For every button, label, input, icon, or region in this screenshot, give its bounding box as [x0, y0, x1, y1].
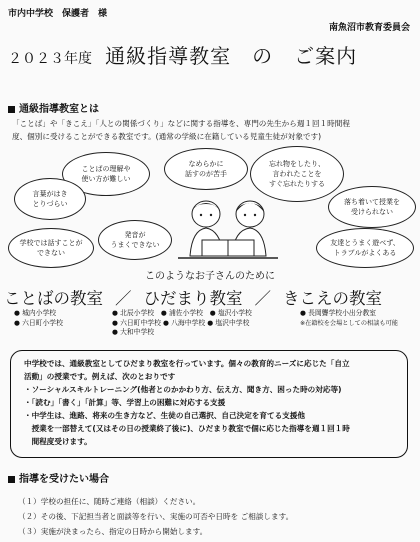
school-row: ● 大和中学校: [112, 328, 155, 336]
square-bullet-icon: [8, 106, 15, 113]
worry-bubble: ことばの理解や 使い方が難しい: [62, 152, 150, 196]
recipient-line: 市内中学校 保護者 様: [8, 9, 108, 19]
room-kikoe: きこえの教室: [283, 289, 382, 308]
step-item: （３）実施が決まったら、指定の日時から開始します。: [18, 527, 208, 536]
room-kotoba: ことばの教室: [4, 289, 103, 308]
school-item: ● 城内小学校: [14, 309, 57, 317]
page-title: [8, 40, 412, 69]
school-note: ※在籍校を会場としての相談も可能: [300, 319, 398, 327]
worry-bubble: 落ち着いて授業を 受けられない: [328, 186, 416, 228]
sender-line: 南魚沼市教育委員会: [328, 23, 410, 33]
worry-bubble: なめらかに 話すのが苦手: [164, 148, 248, 190]
kikoe-schools: [300, 309, 398, 328]
info-line: ・ソーシャルスキルトレーニング(他者とのかかわり方、伝え方、聞き方、困った時の対応等): [24, 385, 342, 394]
children-studying-illustration: [168, 196, 288, 264]
hidamari-schools: [112, 309, 252, 338]
school-item: ● 長岡聾学校小出分教室: [300, 309, 377, 317]
step-item: （１）学校の担任に、随時ご連絡（相談）ください。: [18, 497, 201, 506]
worry-bubble: 言葉がはき とりづらい: [14, 178, 86, 220]
school-row: ● 六日町中学校 ● 八海中学校 ● 塩沢中学校: [112, 318, 250, 327]
intro-line-1: 「ことば」や「きこえ」「人との関係づくり」などに関する指導を、専門の先生から週１回１時間程: [12, 119, 350, 128]
classroom-names: [4, 285, 416, 309]
title-main: 通級指導教室 の ご案内: [105, 44, 358, 68]
room-hidamari: ひだまり教室: [143, 289, 243, 308]
info-line: ・「読む」「書く」「計算」等、学習上の困難に対応する支援: [24, 398, 226, 407]
square-bullet-icon: [8, 476, 15, 483]
apply-steps: [18, 494, 412, 539]
info-line: 中学校では、通級教室としてひだまり教室を行っています。個々の教育的ニーズに応じた「自立: [24, 359, 350, 368]
worry-bubble: 発音が うまくできない: [98, 220, 172, 260]
info-line: 間程度受けます。: [24, 437, 92, 446]
info-line: ・中学生は、進路、将来の生き方など、生徒の自己選択、自己決定を育てる支援他: [24, 411, 305, 420]
kotoba-schools: [14, 309, 63, 328]
section-heading-about: [8, 100, 99, 115]
title-year: ２０２３年度: [8, 51, 92, 67]
worry-bubble: 学校では話すことが できない: [8, 228, 94, 268]
section1-heading: 通級指導教室とは: [19, 104, 99, 115]
divider-slash: ／: [254, 289, 271, 308]
divider-slash: ／: [115, 289, 132, 308]
step-item: （２）その後、下記担当者と面談等を行い、実施の可否や日時を ご相談します。: [18, 512, 294, 521]
section2-heading: 指導を受けたい場合: [19, 474, 109, 485]
section-heading-apply: [8, 470, 109, 485]
info-line: 活動」の授業です。例えば、次のとおりです: [24, 372, 176, 381]
section1-body: [12, 117, 410, 143]
intro-line-2: 度、個別に受けることができる教室です。(通常の学級に在籍している児童生徒が対象です): [12, 132, 322, 141]
worry-bubble: 忘れ物をしたり、 言われたことを すぐ忘れたりする: [250, 146, 344, 202]
info-line: 授業を一部替えて(又はその日の授業終了後に)、ひだまり教室で個に応じた指導を週１回１時: [24, 424, 350, 433]
info-box-text: [24, 357, 402, 448]
school-item: ● 六日町小学校: [14, 318, 63, 327]
school-row: ● 北辰小学校 ● 浦佐小学校 ● 塩沢小学校: [112, 309, 252, 317]
worry-bubble: 友達とうまく遊べず、 トラブルがよくある: [316, 228, 414, 268]
caption: このようなお子さんのために: [145, 271, 275, 282]
